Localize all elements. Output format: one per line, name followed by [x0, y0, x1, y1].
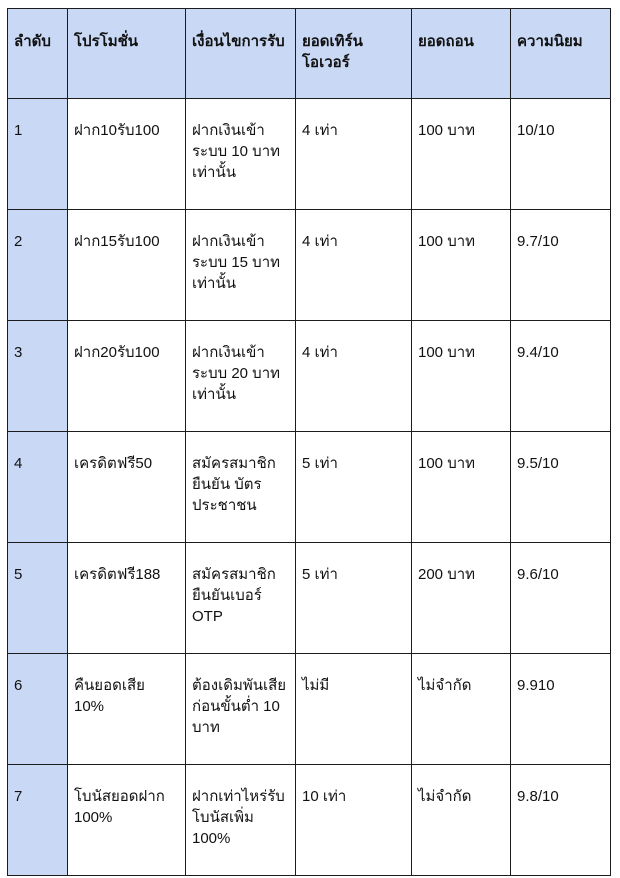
cell-popularity: 9.7/10 [511, 210, 611, 321]
cell-condition: ฝากเงินเข้าระบบ 20 บาทเท่านั้น [186, 321, 296, 432]
table-row [8, 765, 611, 876]
header-promotion: โปรโมชั่น [68, 9, 186, 99]
cell-withdraw: 200 บาท [412, 543, 511, 654]
cell-promotion: เครดิตฟรี50 [68, 432, 186, 543]
cell-rank: 2 [8, 210, 68, 321]
cell-withdraw: 100 บาท [412, 99, 511, 210]
cell-popularity: 9.8/10 [511, 765, 611, 876]
cell-popularity: 10/10 [511, 99, 611, 210]
cell-turnover: ไม่มี [296, 654, 412, 765]
table-row [8, 654, 611, 765]
cell-withdraw: 100 บาท [412, 432, 511, 543]
cell-popularity: 9.5/10 [511, 432, 611, 543]
cell-promotion: คืนยอดเสีย 10% [68, 654, 186, 765]
cell-promotion: เครดิตฟรี188 [68, 543, 186, 654]
cell-promotion: โบนัสยอดฝาก 100% [68, 765, 186, 876]
cell-condition: ต้องเดิมพันเสียก่อนขั้นต่ำ 10 บาท [186, 654, 296, 765]
header-withdraw: ยอดถอน [412, 9, 511, 99]
table-row [8, 432, 611, 543]
cell-withdraw: 100 บาท [412, 321, 511, 432]
table-body [8, 99, 611, 876]
table-header [8, 9, 611, 99]
cell-promotion: ฝาก15รับ100 [68, 210, 186, 321]
cell-turnover: 4 เท่า [296, 99, 412, 210]
table-row [8, 543, 611, 654]
cell-turnover: 5 เท่า [296, 543, 412, 654]
cell-popularity: 9.910 [511, 654, 611, 765]
header-row [8, 9, 611, 99]
cell-condition: สมัครสมาชิกยืนยันเบอร์ OTP [186, 543, 296, 654]
cell-condition: สมัครสมาชิกยืนยัน บัตรประชาชน [186, 432, 296, 543]
cell-popularity: 9.6/10 [511, 543, 611, 654]
promotion-table [7, 8, 611, 876]
cell-promotion: ฝาก20รับ100 [68, 321, 186, 432]
cell-promotion: ฝาก10รับ100 [68, 99, 186, 210]
cell-withdraw: ไม่จำกัด [412, 765, 511, 876]
cell-turnover: 4 เท่า [296, 321, 412, 432]
cell-popularity: 9.4/10 [511, 321, 611, 432]
cell-condition: ฝากเท่าไหร่รับโบนัสเพิ่ม 100% [186, 765, 296, 876]
header-condition: เงื่อนไขการรับ [186, 9, 296, 99]
header-rank: ลำดับ [8, 9, 68, 99]
cell-condition: ฝากเงินเข้าระบบ 10 บาทเท่านั้น [186, 99, 296, 210]
header-popularity: ความนิยม [511, 9, 611, 99]
cell-turnover: 5 เท่า [296, 432, 412, 543]
cell-rank: 7 [8, 765, 68, 876]
cell-condition: ฝากเงินเข้าระบบ 15 บาทเท่านั้น [186, 210, 296, 321]
cell-withdraw: ไม่จำกัด [412, 654, 511, 765]
table-row [8, 99, 611, 210]
cell-turnover: 10 เท่า [296, 765, 412, 876]
table-row [8, 321, 611, 432]
cell-rank: 4 [8, 432, 68, 543]
cell-turnover: 4 เท่า [296, 210, 412, 321]
cell-rank: 6 [8, 654, 68, 765]
cell-rank: 3 [8, 321, 68, 432]
cell-rank: 1 [8, 99, 68, 210]
header-turnover: ยอดเทิร์นโอเวอร์ [296, 9, 412, 99]
cell-rank: 5 [8, 543, 68, 654]
cell-withdraw: 100 บาท [412, 210, 511, 321]
table-row [8, 210, 611, 321]
